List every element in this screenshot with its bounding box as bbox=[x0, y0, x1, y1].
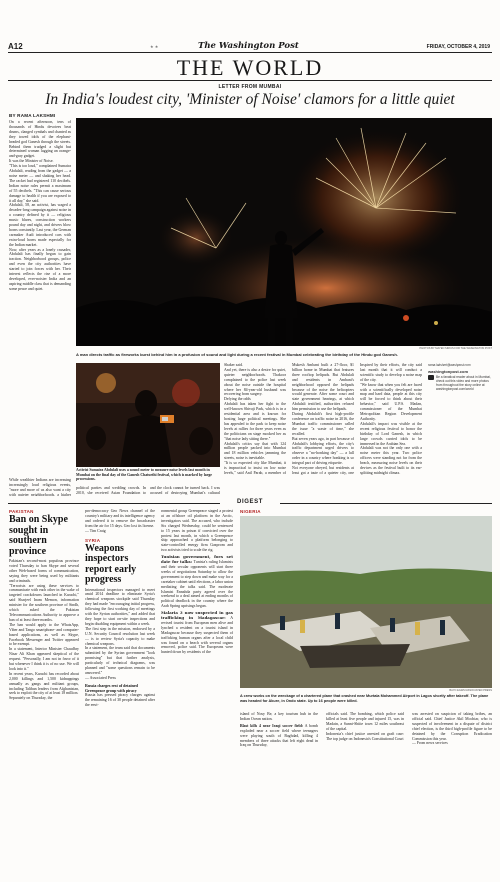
column-text: Inspired by their efforts, the city said last month that it will conduct a scientific study to develop a noise map of the city. "We know that when you felt are faced with a scientifically developed noise map and hard data, people at this city will be forced to think about their behavior," said U.P.S. Madan, commissioner of the Mumbai Metropolitan Region Development Authority. Abdulali's impact was visible at the recent religious festival to honor the birthday of Lord Ganesh, in which large crowds carried idols to be immersed in the Arabian Sea. Abdulali was not the only one with a noise meter this year. Two police officers were standing not far from the beach, measuring noise levels on their devices as the festival built to its ear-splitting midnight climax. bbox=[360, 363, 422, 475]
main-photo bbox=[76, 118, 492, 346]
brief-col-c bbox=[412, 712, 492, 877]
plane-wreckage-scene bbox=[240, 516, 492, 688]
nigeria-photo-credit: BAYO EGWU/ASSOCIATED PRESS bbox=[449, 689, 492, 692]
brief-headline[interactable]: Weapons inspectors report early progress bbox=[85, 542, 137, 586]
story-column-4 bbox=[360, 363, 422, 475]
brief-body: A bomb exploded near a soccer field where teenagers were playing south of Baghdad, killing 4 members of three attacks that left eight dead in Iraq on Thursday, bbox=[240, 723, 318, 748]
story-column-1 bbox=[9, 120, 71, 475]
brief-headline[interactable]: Ban on Skype sought in southern province bbox=[9, 514, 68, 557]
camera-icon bbox=[428, 375, 434, 380]
masthead-rule bbox=[8, 52, 492, 53]
story-byline: BY RAMA LAKSHMI bbox=[9, 113, 56, 118]
brief-body: island of Nosy Be, a key tourism hub in the Indian Ocean nation. bbox=[240, 712, 318, 721]
fireworks-scene bbox=[76, 118, 492, 346]
section-rule bbox=[8, 80, 492, 81]
brief-region: SYRIA bbox=[85, 537, 101, 543]
story-headline[interactable]: In India's loudest city, 'Minister of Noise' clamors for a little quiet bbox=[45, 91, 455, 108]
story-column-6 bbox=[150, 486, 220, 496]
photo-credit: PHOTOS BY MAYEN SIRIUS FOR THE WASHINGTON POST bbox=[419, 347, 492, 350]
brief-body: officials said. The bombing, which police said killed at least five people and injured 15, was in Madain, a Sunni-Shiite town 12 miles southeast of the capital. Indonesia's chief justice arrested on graft case: The top judge on Indonesia's Constitutional Court bbox=[326, 712, 404, 741]
brief-body: Pakistan's second-most populous province voted Thursday to ban Skype and several other Web-based forms of communication, saying they were being used by militants and criminals. "Terrorists are using these services to communicate with each other in the wake of targeted crackdowns launched in Karachi," said Sharjeel Inam Memon, information minister for the southern province of Sindh, which asked the Pakistan Telecommunications Authority to approve a ban of at least three months. The ban would apply to the WhatsApp, Viber and Tango smartphone- and computer-based applications, as well as Skype, Facebook Messenger and Twitter appeared to be exempt. In a statement, Interior Minister Chaudhry Nisar Ali Khan appeared skeptical of the request. "Personally, I am not in favor of it but whenever I think it is of no use. We will look into it." In recent years, Karachi has recorded about 2,000 killings and 1,500 kidnappings annually as gangs and militant groups, including Taliban leaders from Afghanistan, seek to exploit the city of at least 18 million. Separately on Thursday, the bbox=[9, 559, 79, 701]
brief-subhead[interactable]: Tunisian government, foes set date for talks: bbox=[161, 554, 233, 565]
brief-subhead[interactable]: Blast kills 4 near Iraqi soccer field: bbox=[240, 723, 304, 728]
section-title: THE WORLD bbox=[176, 55, 324, 80]
date-line: FRIDAY, OCTOBER 4, 2019 bbox=[426, 44, 490, 50]
nigeria-region: NIGERIA bbox=[240, 509, 261, 514]
brief-subhead[interactable]: Malaria 3 now suspected in gas trafficking in Madagascar: bbox=[161, 610, 233, 621]
main-photo-caption bbox=[76, 352, 492, 357]
author-email[interactable]: rama.lakshmi@washpost.com bbox=[428, 363, 471, 367]
brief-syria-col bbox=[85, 509, 155, 879]
page-number: A12 bbox=[8, 42, 23, 51]
email-sig bbox=[428, 363, 492, 391]
column-text: political parties and wedding crowds. In 2010, she received Asian Foundation to bbox=[76, 486, 146, 495]
caption-text: A man directs traffic as fireworks burst behind him in a profusion of sound and light during a recent festival in Mumbai celebrating the birthday of the Hindu god Ganesh. bbox=[76, 352, 398, 357]
inset-caption-text: Activist Sumaira Abdulali uses a sound meter to measure noise levels last month in Mumbai on the final day of the Ganesh Chaturthi festival, which is marked by large processions. bbox=[76, 468, 212, 482]
column-text: and the clock cannot be turned back. I was accused of destroying Mumbai's cultural bbox=[150, 486, 220, 495]
brief-pakistan bbox=[9, 509, 79, 879]
inset-caption bbox=[76, 468, 220, 482]
nigeria-caption-text: A crew works on the wreckage of a chartered plane that crashed near Murtala Mohammed Airport in Lagos shortly after takeoff. The plane was headed for Akure, in Ondo state. Up to 16 people were killed. bbox=[240, 694, 489, 703]
ornament: ★ ★ bbox=[150, 44, 159, 49]
brief-body: ronmental group Greenpeace staged a protest at an offshore oil platform in the Arctic, investigators said. The accused, who include Six charged Wednesday, could be sentenced to 15 years in prison if convicted over the protest last month, in which a Greenpeace ship approached a platform belonging to state-controlled energy firm Gazprom and two activists tried to scale the rig. bbox=[161, 509, 233, 553]
brief-mid-col bbox=[161, 509, 233, 879]
column-text: While wealthier Indians are increasing increasingly loud religious events, "more and more of us also want a city with quieter neighborhoods, a higher bbox=[9, 478, 71, 496]
brief-body: Russia has pressed piracy charges against the remaining 16 of 30 people detained after the envi- bbox=[85, 692, 155, 707]
brief-col-a bbox=[240, 712, 318, 877]
brief-body: pro-democracy Geo News channel of the country's military and its intelligence agency and ordered it to remove the broadcaster from the air for 15 days. Geo lost its license. — Tim Craig bbox=[85, 509, 155, 533]
column-text: On a recent afternoon, tens of thousands of Hindu devotees beat drums, clanged cymbals and chanted as they towed idols of the elephant-headed god Ganesh through the streets. Behind them trudged a slight but determined woman lugging an orange-and-gray gadget. It was the Minister of Noise. "This is too loud," complained Sumaira Abdulali, reading from the gadget — a noise meter — and shaking her head. The racket had registered 110 decibels. Indian noise rules permit a maximum of 55 decibels. "This can cause serious damage to health if you are exposed to it all day," she said. Abdulali, 58, an activist, has waged a decades-long campaign against noise in a country defined by it — religious music blares, construction workers pound day and night, and drivers blow horns constantly. Last year, the German carmaker Audi introduced cars with extra-loud horns made especially for the Indian market. Now, after years as a lonely crusader, Abdulali has finally begun to gain traction. Neighborhood groups, police and even the city authorities have started to join forces with her. Their interest reflects the rise of a more developed, ever-noisier India and an aspiring middle class that is demanding some peace and quiet. bbox=[9, 120, 71, 291]
web-promo: Be a fanatical reader about in Mumbai, check out this video and more photos from throughout the story online at washingtonpost.com/world bbox=[436, 375, 491, 391]
paper-name: The Washington Post bbox=[198, 41, 299, 51]
column-text: Mukesh Ambani built a 27-floor, $1 billion home in Mumbai that features three rooftop helipads. But Abdulali and residents in Ambani's neighborhood opposed the helipads because of the noise the helicopters would generate. After some court and state government hearings, at which Abdulali testified, authorities refused him permission to use the helipads. During Abdulali's first high-profile conference on traffic noise in 2016, the Mumbai traffic commissioner called the issue "a waste of time," she recalled. But seven years ago, in part because of Abdulali's lobbying efforts, the city's traffic department urged drivers to observe a "no-honking day" — a lull order in a country where honking is so integral part of driving etiquette. Not everyone obeyed, but residents at least got a taste of a quieter city, one bbox=[292, 363, 354, 475]
brief-body: International inspectors managed to meet amid 2014 deadline to eliminate Syria's chemical weapons stockpile said Thursday they had made "encouraging initial progress, following the first working day of meetings with the Syrian authorities," and added that they hope to start on-site inspections and begin disabling equipment within a week. The first step in the mission, endorsed by a U.N. Security Council resolution last week — is to review Syria's capacity to make chemical weapons. In a statement, the team said that documents submitted by the Syrian government "look promising" but that further analysis, particularly of technical diagrams, was planned and "some questions remain to be answered." — Associated Press bbox=[85, 587, 155, 680]
story-column-3 bbox=[292, 363, 354, 475]
story-column-5 bbox=[76, 486, 146, 496]
brief-body: Tunisia's ruling Islamists and their secular opponents will start three weeks of negotiations Saturday to allow the government to step down and make way for a caretaker cabinet until elections, a labor union mediating the talks said. The moderate Islamist Ennahda party agreed over the weekend to a deal aimed at ending months of political deadlock in the country where the Arab Spring uprisings began. bbox=[161, 560, 233, 609]
column-text: Shaker said. And yet, there is also a desire for quiet, quieter neighborhoods. Thakoor complained to the police last week about the noise outside the hospital where her 84-year-old husband was recovering from surgery. Defying the odds Abdulali has taken her fight to the well-known Shivaji Park, which is in a residential area and is known for hosting large political meetings. She has appealed to the park to keep noise levels at rallies for three years even as the politicians on stage mocked her as "that noise lady sitting there." Abdulali's critics say that with 124 million people packed into Mumbai and 18 million vehicles jamming the streets, noise is inevitable. "It is so expected city like Mumbai, it is impractical to insist on low noise levels," said Anil Parab, a member of bbox=[224, 363, 286, 475]
nigeria-photo bbox=[240, 516, 492, 688]
brief-region: PAKISTAN bbox=[9, 509, 34, 514]
story-column-7 bbox=[9, 478, 71, 496]
story-kicker: LETTER FROM MUMBAI bbox=[218, 84, 282, 90]
story-column-2 bbox=[224, 363, 286, 475]
brief-subhead[interactable]: Russia charges rest of detained Greenpeace group with piracy bbox=[85, 682, 138, 693]
activist-with-meter bbox=[76, 363, 220, 467]
brief-body: was arrested on suspicion of taking bribes, an official said. Chief Justice Akil Mochtar, who is suspected of involvement in a dispute of district chief election, is the third high-profile figure to be detained by the Corruption Eradication Commission this year. — From news services bbox=[412, 712, 492, 746]
brief-body: A revised tourist from European men alive and lynched a resident on a tourist island in Madagascar because they suspected them of trafficking human organs after a local child was found on a beach with several organs removed, police said. The Europeans were hunted down by residents of the bbox=[161, 616, 233, 655]
nigeria-caption bbox=[240, 694, 492, 704]
digest-label: DIGEST bbox=[237, 499, 263, 505]
web-label[interactable]: washingtonpost.com bbox=[428, 369, 468, 374]
inset-photo bbox=[76, 363, 220, 467]
brief-col-b bbox=[326, 712, 404, 877]
digest-rule-right bbox=[280, 503, 492, 504]
